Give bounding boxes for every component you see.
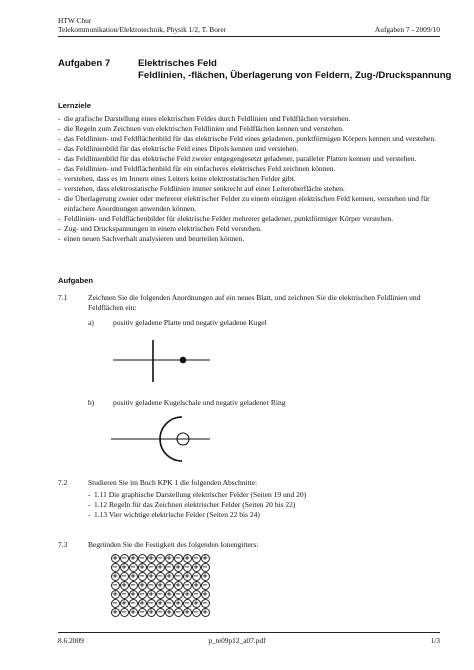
positive-ion-icon: + [112,607,118,616]
negative-ion-icon: − [139,589,145,598]
task-7-1b-text: positiv geladene Kugelschale und negativ geladener Ring [113,398,286,407]
negative-ion-icon: − [166,562,172,571]
positive-ion-icon: + [193,562,199,571]
plate-and-sphere-figure [105,338,215,386]
negative-ion-icon: − [175,571,181,580]
negative-ion-icon: − [148,580,154,589]
positive-ion-icon: + [157,580,163,589]
positive-ion-icon: + [148,571,154,580]
positive-ion-icon: + [148,607,154,616]
negative-ion-icon: − [175,607,181,616]
negative-ion-icon: − [193,607,199,616]
negative-ion-icon: − [148,598,154,607]
negative-ion-icon: − [157,607,163,616]
negative-ion-icon: − [202,562,208,571]
positive-ion-icon: + [130,553,136,562]
positive-ion-icon: + [157,598,163,607]
title-line1: Elektrisches Feld [138,58,217,69]
negative-ion-icon: − [157,571,163,580]
negative-ion-icon: − [175,589,181,598]
positive-ion-icon: + [139,598,145,607]
negative-ion-icon: − [112,562,118,571]
lernziel-item: - das Feldlinien- und Feldflächenbild für das elektrische Feld eines geladenen, punktförmigen Körpers kennen und verstehen. [58,134,442,144]
negative-ion-icon: − [193,571,199,580]
positive-ion-icon: + [130,607,136,616]
negative-ion-icon: − [139,607,145,616]
footer-page: 1/3 [430,636,440,645]
positive-ion-icon: + [112,589,118,598]
lernziel-item: - Zug- und Druckspannungen in einem elektrischen Feld verstehen. [58,224,442,234]
lernziel-item: - das Feldlinienbild für das elektrische Feld eines Dipols kennen und verstehen. [58,144,442,154]
positive-ion-icon: + [175,562,181,571]
lernziele-list [58,114,442,244]
positive-ion-icon: + [184,589,190,598]
title-label: Aufgaben 7 [58,58,111,69]
positive-ion-icon: + [202,607,208,616]
positive-ion-icon: + [148,589,154,598]
header-course: Telekommunikation/Elektrotechnik, Physik 1/2, T. Borer [58,25,227,34]
task-7-2-list [88,490,438,520]
positive-ion-icon: + [193,580,199,589]
positive-ion-icon: + [112,571,118,580]
footer-date: 8.6.2009 [58,636,84,645]
positive-ion-icon: + [166,571,172,580]
negative-ion-icon: − [148,562,154,571]
positive-ion-icon: + [139,562,145,571]
positive-ion-icon: + [184,553,190,562]
negative-ion-icon: − [157,553,163,562]
footer-file: p_te09p12_a07.pdf [208,636,266,645]
charged-sphere [180,357,187,364]
header-org: HTW Chur [58,16,92,25]
header-rule [58,36,440,37]
lernziel-item: - einen neuen Sachverhalt analysieren und beurteilen können. [58,234,442,244]
title-line2: Feldlinien, -flächen, Überlagerung von Feldern, Zug-/Druckspannung [138,70,452,81]
negative-ion-icon: − [184,580,190,589]
footer-rule [58,632,440,633]
negative-ion-icon: − [202,580,208,589]
negative-ion-icon: − [157,589,163,598]
book-section-item: - 1.12 Regeln für das Zeichnen elektrischer Felder (Seiten 20 bis 22) [88,500,438,510]
lernziele-heading: Lernziele [58,101,91,110]
task-7-3-text: Begründen Sie die Festigkeit des folgenden Ionengitters: [88,540,259,549]
book-section-item: - 1.13 Vier wichtige elektrische Felder (Seiten 22 bis 24) [88,510,438,520]
negative-ion-icon: − [175,553,181,562]
positive-ion-icon: + [175,598,181,607]
positive-ion-icon: + [112,553,118,562]
task-7-1a-text: positiv geladene Platte und negativ geladene Kugel [113,318,267,327]
negative-ion-icon: − [121,589,127,598]
positive-ion-icon: + [139,580,145,589]
positive-ion-icon: + [121,580,127,589]
lernziel-item: - die grafische Darstellung eines elektrischen Feldes durch Feldlinien und Feldflächen verstehen. [58,114,442,124]
negative-ion-icon: − [112,598,118,607]
negative-ion-icon: − [130,562,136,571]
lernziel-item: - das Feldlinien- und Feldflächenbild für ein einfacheres elektrisches Feld zeichnen können. [58,164,442,174]
positive-ion-icon: + [121,562,127,571]
positive-ion-icon: + [184,571,190,580]
task-7-1-text: Zeichnen Sie die folgenden Anordnungen auf ein neues Blatt, und zeichnen Sie die elektrischen Feldlinien und Feldflächen ein: [88,293,421,312]
negative-ion-icon: − [121,571,127,580]
negative-ion-icon: − [121,553,127,562]
task-7-2-text: Studieren Sie im Buch KPK 1 die folgenden Abschnitte: [88,478,258,487]
lernziel-item: - verstehen, dass elektrostatische Feldlinien immer senkrecht auf einer Leiteroberfläche stehen. [58,184,442,194]
aufgaben-heading: Aufgaben [58,276,94,285]
lernziel-item: - die Überlagerung zweier oder mehrerer elektrischer Felder zu einem einzigen elektrischen Feld kennen, verstehen und für einfachere Anordnungen anwenden können. [58,194,442,214]
positive-ion-icon: + [148,553,154,562]
positive-ion-icon: + [166,553,172,562]
positive-ion-icon: + [130,589,136,598]
positive-ion-icon: + [175,580,181,589]
positive-ion-icon: + [157,562,163,571]
negative-ion-icon: − [184,562,190,571]
lernziel-item: - die Regeln zum Zeichnen von elektrischen Feldlinien und Feldflächen kennen und verstehen. [58,124,442,134]
positive-ion-icon: + [202,553,208,562]
positive-ion-icon: + [193,598,199,607]
lernziel-item: - Feldlinien- und Feldflächenbilder für elektrische Felder mehrerer geladener, punktförmiger Körper verstehen. [58,214,442,224]
positive-ion-icon: + [202,589,208,598]
positive-ion-icon: + [130,571,136,580]
positive-ion-icon: + [166,589,172,598]
negative-ion-icon: − [166,580,172,589]
header-sheet: Aufgaben 7 - 2009/10 [374,25,440,34]
negative-ion-icon: − [184,598,190,607]
ion-lattice [110,553,209,616]
positive-ion-icon: + [121,598,127,607]
negative-ion-icon: − [139,571,145,580]
task-7-1-number: 7.1 [58,293,68,302]
negative-ion-icon: − [139,553,145,562]
task-7-1a-label: a) [88,318,94,327]
lernziel-item: - das Feldlinienbild für das elektrische Feld zweier entgegengesetzt geladener, paralleler Platten kennen und verstehen. [58,154,442,164]
positive-ion-icon: + [202,571,208,580]
book-section-item: - 1.11 Die graphische Darstellung elektrischer Felder (Seiten 19 und 20) [88,490,438,500]
negative-ion-icon: − [202,598,208,607]
negative-ion-icon: − [130,598,136,607]
task-7-1b-label: b) [88,398,95,407]
negative-ion-icon: − [193,553,199,562]
negative-ion-icon: − [130,580,136,589]
negative-ion-icon: − [166,598,172,607]
negative-ion-icon: − [193,589,199,598]
positive-ion-icon: + [166,607,172,616]
task-7-2-number: 7.2 [58,478,68,487]
lernziel-item: - verstehen, dass es im Innern eines Leiters keine elektrostatischen Felder gibt. [58,174,442,184]
positive-ion-icon: + [184,607,190,616]
negative-ion-icon: − [121,607,127,616]
task-7-3-number: 7.3 [58,540,68,549]
shell-and-ring-figure [105,412,215,464]
negative-ion-icon: − [112,580,118,589]
